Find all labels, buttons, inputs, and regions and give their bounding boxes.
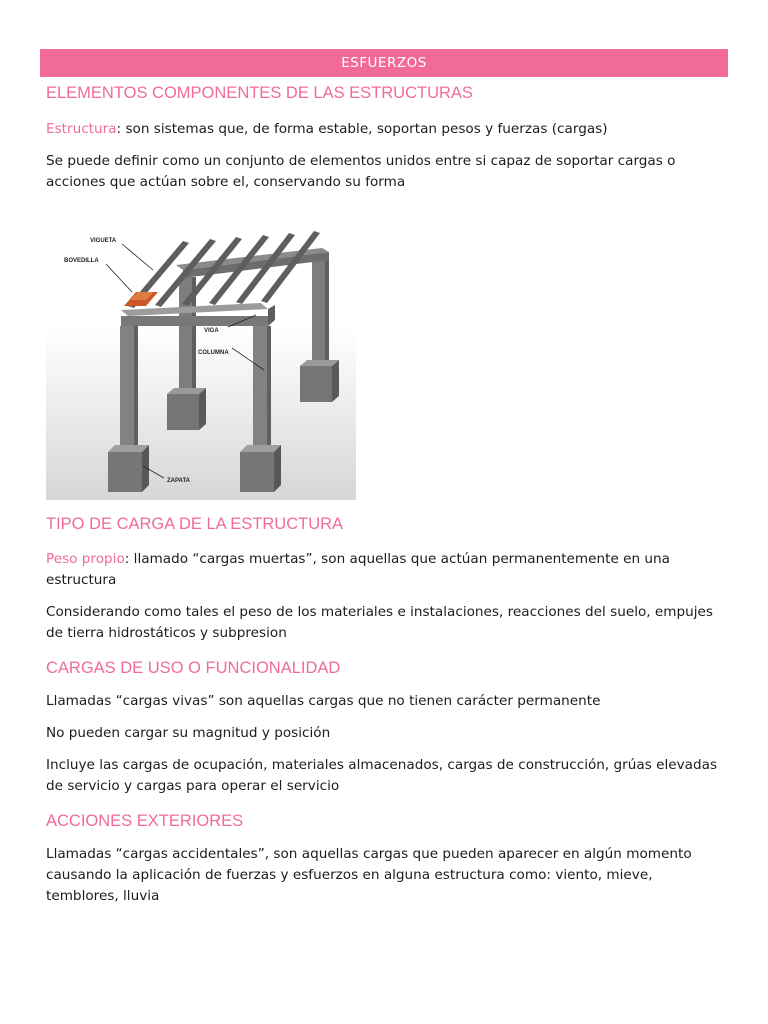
- paragraph-cargas-accidentales: Llamadas “cargas accidentales”, son aquellas cargas que pueden aparecer en algún momento causando la aplicación de fuerzas y esfuerzos en alguna estructura como: viento, mieve, temblores, lluvia: [46, 846, 692, 904]
- label-columna: COLUMNA: [198, 350, 229, 356]
- heading-elementos: ELEMENTOS COMPONENTES DE LAS ESTRUCTURAS: [46, 84, 473, 102]
- paragraph-cargas-vivas: Llamadas “cargas vivas” son aquellas cargas que no tienen carácter permanente: [46, 693, 601, 709]
- estructura-definition-text: : son sistemas que, de forma estable, soportan pesos y fuerzas (cargas): [116, 121, 608, 137]
- heading-acciones-exteriores: ACCIONES EXTERIORES: [46, 812, 244, 830]
- paragraph-magnitud-posicion: No pueden cargar su magnitud y posición: [46, 725, 331, 741]
- heading-tipo-carga: TIPO DE CARGA DE LA ESTRUCTURA: [46, 515, 344, 533]
- heading-cargas-uso: CARGAS DE USO O FUNCIONALIDAD: [46, 659, 341, 677]
- paragraph-estructura-definition: [46, 119, 726, 140]
- label-vigueta: VIGUETA: [90, 238, 117, 244]
- page-title-banner: [40, 49, 728, 77]
- page-title: ESFUERZOS: [341, 55, 427, 71]
- structure-diagram: [46, 220, 356, 500]
- paragraph-peso-propio: [46, 549, 726, 591]
- paragraph-estructura-detail: Se puede definir como un conjunto de elementos unidos entre si capaz de soportar cargas o acciones que actúan sobre el, conservando su forma: [46, 153, 676, 190]
- term-estructura: Estructura: [46, 121, 117, 137]
- label-viga: VIGA: [204, 328, 219, 334]
- label-bovedilla: BOVEDILLA: [64, 258, 99, 264]
- paragraph-cargas-ocupacion: Incluye las cargas de ocupación, materiales almacenados, cargas de construcción, grúas elevadas de servicio y cargas para operar el servicio: [46, 757, 718, 794]
- paragraph-peso-propio-detail: Considerando como tales el peso de los materiales e instalaciones, reacciones del suelo, empujes de tierra hidrostáticos y subpresion: [46, 604, 714, 641]
- term-peso-propio: Peso propio: [46, 551, 125, 567]
- document-body: [46, 82, 726, 907]
- peso-propio-text: : llamado “cargas muertas”, son aquellas que actúan permanentemente en una estructura: [46, 551, 670, 588]
- label-zapata: ZAPATA: [167, 478, 190, 484]
